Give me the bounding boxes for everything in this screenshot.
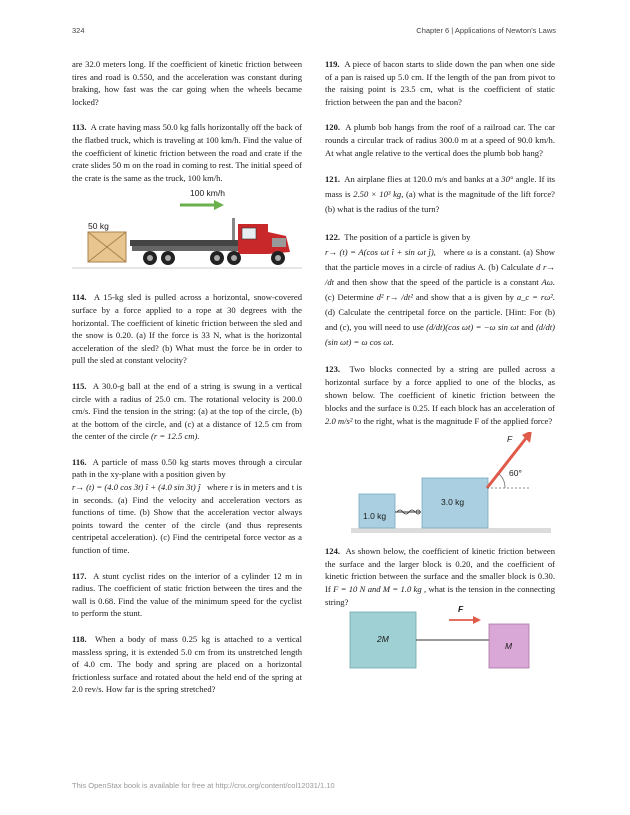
- problem-text: (a) what is the magnitude of the lift force? (b) what is the radius of the turn?: [325, 189, 555, 215]
- problem-text: A particle of mass 0.50 kg starts moves through a circular path in the xy-plane with a position given by: [72, 456, 303, 480]
- acceleration-value: 2.0 m/s²: [325, 416, 353, 427]
- problem-text: where ω is a: [443, 247, 488, 258]
- airplane-mass: 2.50 × 10³ kg,: [353, 189, 404, 200]
- chapter-title: Chapter 6 | Applications of Newton's Laws: [416, 26, 556, 35]
- problem-text: When a body of mass 0.25 kg is attached to a vertical massless spring, it is extended 5.0 cm from its unstretched length of 4.0 cm. The body and spring are placed on a horizontal frictionless surface and rotated about the held end of the spring at 2.0 rev/s. How far is the spring stretched?: [72, 634, 302, 695]
- problem-123: [325, 363, 555, 428]
- problem-text: and show that a is given by: [415, 292, 514, 303]
- problem-number: 118.: [72, 634, 87, 644]
- given-values: F = 10 N and M = 1.0 kg ,: [333, 583, 427, 594]
- problem-text: A 30.0-g ball at the end of a string is swung in a vertical circle with a radius of 25.0 cm. The rotational velocity is 200.0 cm/s. Find the tension in the string: (a) at the top of the circle, (b) at the bottom of the circle, and (c) at a distance of 12.5 cm from the center of the circle: [72, 380, 302, 442]
- problem-120: [325, 121, 555, 159]
- two-blocks-figure: [325, 432, 555, 537]
- problem-121: [325, 172, 555, 217]
- problem-number: 116.: [72, 456, 87, 467]
- problem-text: A plumb bob hangs from the roof of a railroad car. The car rounds a circular track of radius 300.0 m at a speed of 90.0 km/h. At what angle relative to the vertical does the plumb bob hang?: [325, 122, 555, 158]
- problem-text: A 15-kg sled is pulled across a horizontal, snow-covered surface by a force applied to a rope at 30 degrees with the horizontal. The coefficient of kinetic friction between the sled and the snow is 0.20. (a) If the force is 33 N, what is the horizontal acceleration of the sled? (b) What must the force be in order to pull the sled at constant velocity?: [72, 292, 302, 366]
- problem-text: The position of a particle is given by: [344, 232, 471, 243]
- angle-label: 60°: [509, 468, 522, 479]
- problem-text: Two blocks connected by a string are pulled across a horizontal surface by a force applied to one of the blocks, as shown below. The coefficient of kinetic friction between the blocks and the surface is 0.25. If each block has an acceleration of: [325, 364, 555, 414]
- position-equation: r→ (t) = A(cos ωt î + sin ωt ĵ),: [325, 247, 436, 258]
- page-number: 324: [72, 26, 85, 35]
- force-label: F: [507, 434, 513, 445]
- speed-expr: Aω.: [541, 277, 555, 288]
- truck-figure: [72, 188, 302, 278]
- left-column: [72, 58, 302, 696]
- problem-math: (r = 12.5 cm).: [150, 431, 200, 442]
- problem-text: A crate having mass 50.0 kg falls horizontally off the back of the flatbed truck, which is traveling at 100 km/h. Find the value of the coefficient of kinetic friction between the road and crate if the crate slides 50 m on the road in coming to rest. The initial speed of the crate is the same as the truck, 100 km/h.: [72, 122, 302, 183]
- problem-number: 123.: [325, 364, 341, 375]
- problem-124: [325, 545, 555, 608]
- problem-text: where r is in: [206, 482, 250, 493]
- problem-text: An airplane flies at 120.0 m/s and banks at a: [344, 174, 499, 185]
- problem-number: 114.: [72, 292, 87, 303]
- big-block-mass: 3.0 kg: [441, 497, 465, 508]
- small-block-label: M: [505, 641, 513, 652]
- derivative-cos: (d/dt)(cos ωt) = −ω sin ωt: [426, 322, 519, 333]
- problem-text: and: [521, 322, 534, 333]
- problem-text: A stunt cyclist rides on the interior of a cylinder 12 m in radius. The coefficient of static friction between the tires and the wall is 0.68. Find the value of the minimum speed for the cyclist to perform the stunt.: [72, 570, 303, 619]
- problem-number: 120.: [325, 122, 341, 133]
- crate-mass-label: 50 kg: [88, 221, 109, 232]
- problem-113: [72, 121, 302, 184]
- derivative-sin: (d/dt)(sin ωt) = ω cos ωt.: [325, 322, 556, 348]
- problem-number: 113.: [72, 122, 87, 133]
- problem-117: [72, 570, 302, 620]
- problem-text: (d) Calculate the centripetal force on the particle. [Hint: For (b) and (c), you will need to use: [325, 307, 555, 333]
- footer-note: This OpenStax book is available for free at http://cnx.org/content/col12031/1.10: [72, 781, 335, 790]
- force-label: F: [458, 604, 464, 615]
- problem-number: 119.: [325, 59, 340, 69]
- small-block-mass: 1.0 kg: [363, 511, 387, 522]
- problem-text: to the right, what is the magnitude F of the applied force?: [354, 416, 553, 427]
- problem-115: [72, 380, 302, 443]
- problem-text: meters and t is in seconds. (a) Find the velocity and acceleration vectors as functions of time. (b) Show that the acceleration vector always points toward the center of the circle (and thus represents centripetal acceleration). (c) Find the centripetal force vector as a function of time.: [72, 482, 303, 556]
- problem-122: [325, 230, 555, 350]
- problem-119: [325, 58, 555, 108]
- problem-number: 122.: [325, 232, 341, 243]
- problem-118: [72, 633, 302, 696]
- big-block-label: 2M: [377, 634, 389, 645]
- centripetal-expr: a_c = rω².: [516, 292, 555, 303]
- problem-number: 124.: [325, 546, 341, 557]
- problem-text: As shown below, the coefficient of kinetic friction between the surface and the larger block is 0.20, and the coefficient of kinetic friction between the surface and the smaller block is 0.30. If: [325, 546, 555, 594]
- truck-speed-label: 100 km/h: [190, 188, 225, 199]
- problem-text: angle. If its mass is: [325, 174, 555, 200]
- problem-text: (c) Determine: [325, 292, 374, 303]
- problem-112-continued: are 32.0 meters long. If the coefficient of kinetic friction between tires and road is 0.550, and the acceleration was constant during braking, how fast was the car going when the wheels became locked?: [72, 59, 302, 107]
- problem-text: constant. (a) Show that the particle moves in a circle of radius A. (b) Calculate: [325, 247, 555, 273]
- acceleration-expr: d² r→ /dt²: [376, 292, 413, 303]
- problem-114: [72, 291, 302, 367]
- right-column: [325, 58, 555, 672]
- problem-text: A piece of bacon starts to slide down the pan when one side of a pan is raised up 5.0 cm. If the length of the pan from pivot to the raising point is 23.5 cm, what is the coefficient of static friction between the pan and the bacon?: [325, 59, 555, 107]
- position-equation: r→ (t) = (4.0 cos 3t) î + (4.0 sin 3t) ĵ: [72, 482, 201, 493]
- pull-blocks-figure: [325, 604, 555, 672]
- problem-number: 117.: [72, 570, 87, 581]
- problem-116: [72, 456, 302, 557]
- bank-angle: 30°: [501, 174, 514, 185]
- problem-number: 115.: [72, 380, 87, 391]
- velocity-expr: d r→ /dt: [325, 262, 555, 288]
- problem-number: 121.: [325, 174, 341, 185]
- problem-text: what is the tension in the connecting string?: [325, 583, 556, 607]
- problem-text: and then show that the speed of the particle is a constant: [336, 277, 539, 288]
